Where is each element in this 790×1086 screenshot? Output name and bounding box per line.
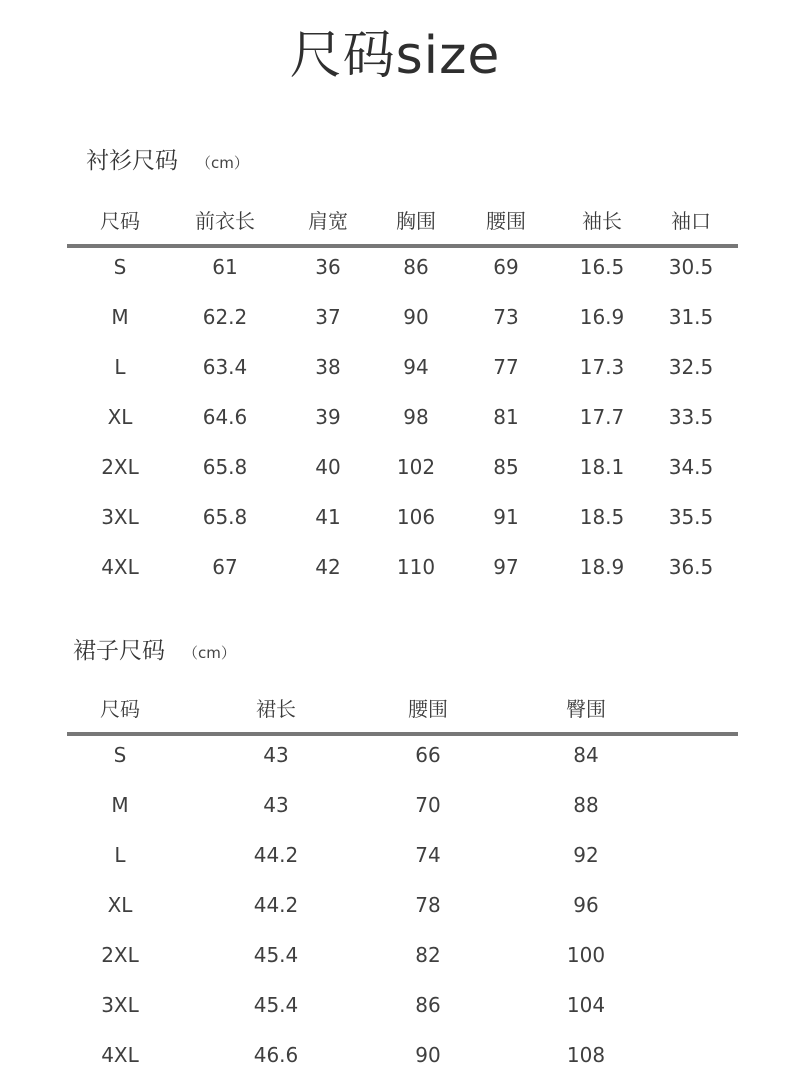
- skirt-table-row: [67, 936, 738, 986]
- skirt-value-cell: 104: [566, 993, 606, 1017]
- shirt-value-cell: 97: [493, 555, 519, 579]
- skirt-size-cell: 3XL: [101, 993, 139, 1017]
- shirt-size-table: [67, 200, 738, 598]
- shirt-value-cell: 62.2: [202, 305, 248, 329]
- shirt-value-cell: 41: [315, 505, 341, 529]
- skirt-header-cell: 裙长: [256, 697, 296, 721]
- shirt-value-cell: 36.5: [668, 555, 714, 579]
- shirt-value-cell: 65.8: [202, 505, 248, 529]
- shirt-value-cell: 18.5: [579, 505, 625, 529]
- skirt-value-cell: 92: [573, 843, 599, 867]
- shirt-value-cell: 36: [315, 255, 341, 279]
- shirt-table-row: [67, 548, 738, 598]
- shirt-value-cell: 73: [493, 305, 519, 329]
- skirt-value-cell: 84: [573, 743, 599, 767]
- shirt-value-cell: 65.8: [202, 455, 248, 479]
- shirt-value-cell: 30.5: [668, 255, 714, 279]
- shirt-value-cell: 85: [493, 455, 519, 479]
- shirt-size-cell: L: [114, 355, 126, 379]
- shirt-value-cell: 39: [315, 405, 341, 429]
- skirt-value-cell: 45.4: [253, 993, 299, 1017]
- skirt-size-cell: L: [114, 843, 126, 867]
- shirt-header-cell: 前衣长: [195, 209, 255, 233]
- shirt-header-row: [67, 200, 738, 248]
- skirt-value-cell: 88: [573, 793, 599, 817]
- skirt-header-cell: 腰围: [408, 697, 448, 721]
- skirt-table-row: [67, 1036, 738, 1086]
- skirt-section-title-text: 裙子尺码: [73, 638, 165, 664]
- skirt-table-row: [67, 836, 738, 886]
- shirt-value-cell: 63.4: [202, 355, 248, 379]
- shirt-value-cell: 77: [493, 355, 519, 379]
- skirt-table-row: [67, 886, 738, 936]
- skirt-value-cell: 90: [415, 1043, 441, 1067]
- skirt-value-cell: 45.4: [253, 943, 299, 967]
- shirt-value-cell: 31.5: [668, 305, 714, 329]
- skirt-size-cell: M: [111, 793, 129, 817]
- shirt-value-cell: 98: [403, 405, 429, 429]
- shirt-table-row: [67, 298, 738, 348]
- shirt-header-cell: 肩宽: [308, 209, 348, 233]
- shirt-table-row: [67, 398, 738, 448]
- shirt-value-cell: 69: [493, 255, 519, 279]
- skirt-section-title: [73, 636, 236, 668]
- shirt-value-cell: 81: [493, 405, 519, 429]
- skirt-table-row: [67, 986, 738, 1036]
- skirt-value-cell: 66: [415, 743, 441, 767]
- shirt-table-row: [67, 248, 738, 298]
- shirt-value-cell: 67: [212, 555, 238, 579]
- shirt-value-cell: 102: [396, 455, 436, 479]
- shirt-value-cell: 106: [396, 505, 436, 529]
- skirt-size-table: [67, 688, 738, 1086]
- shirt-value-cell: 17.3: [579, 355, 625, 379]
- shirt-section-title: [86, 146, 249, 178]
- shirt-value-cell: 40: [315, 455, 341, 479]
- skirt-value-cell: 78: [415, 893, 441, 917]
- shirt-value-cell: 94: [403, 355, 429, 379]
- shirt-size-cell: 3XL: [101, 505, 139, 529]
- shirt-section-title-text: 衬衫尺码: [86, 148, 178, 174]
- shirt-table-row: [67, 498, 738, 548]
- shirt-header-cell: 腰围: [486, 209, 526, 233]
- shirt-value-cell: 16.9: [579, 305, 625, 329]
- shirt-value-cell: 90: [403, 305, 429, 329]
- shirt-value-cell: 110: [396, 555, 436, 579]
- shirt-value-cell: 34.5: [668, 455, 714, 479]
- skirt-header-row: [67, 688, 738, 736]
- shirt-value-cell: 37: [315, 305, 341, 329]
- shirt-size-cell: M: [111, 305, 129, 329]
- skirt-table-row: [67, 736, 738, 786]
- shirt-size-cell: 2XL: [101, 455, 139, 479]
- shirt-header-cell: 胸围: [396, 209, 436, 233]
- skirt-table-row: [67, 786, 738, 836]
- shirt-value-cell: 42: [315, 555, 341, 579]
- shirt-value-cell: 91: [493, 505, 519, 529]
- skirt-value-cell: 108: [566, 1043, 606, 1067]
- skirt-header-cell: 尺码: [100, 697, 140, 721]
- shirt-value-cell: 35.5: [668, 505, 714, 529]
- skirt-unit-label: （cm）: [183, 644, 236, 662]
- shirt-value-cell: 16.5: [579, 255, 625, 279]
- skirt-value-cell: 82: [415, 943, 441, 967]
- skirt-value-cell: 43: [263, 743, 289, 767]
- skirt-header-cell: 臀围: [566, 697, 606, 721]
- shirt-header-cell: 袖长: [582, 209, 622, 233]
- skirt-size-cell: 2XL: [101, 943, 139, 967]
- skirt-value-cell: 70: [415, 793, 441, 817]
- shirt-table-row: [67, 448, 738, 498]
- shirt-value-cell: 18.9: [579, 555, 625, 579]
- shirt-unit-label: （cm）: [196, 154, 249, 172]
- shirt-value-cell: 18.1: [579, 455, 625, 479]
- shirt-value-cell: 64.6: [202, 405, 248, 429]
- shirt-header-cell: 尺码: [100, 209, 140, 233]
- skirt-value-cell: 96: [573, 893, 599, 917]
- shirt-header-cell: 袖口: [671, 209, 711, 233]
- shirt-value-cell: 33.5: [668, 405, 714, 429]
- shirt-size-cell: S: [113, 255, 127, 279]
- shirt-size-cell: XL: [107, 405, 133, 429]
- shirt-value-cell: 61: [212, 255, 238, 279]
- skirt-value-cell: 44.2: [253, 843, 299, 867]
- skirt-value-cell: 86: [415, 993, 441, 1017]
- shirt-value-cell: 86: [403, 255, 429, 279]
- shirt-value-cell: 17.7: [579, 405, 625, 429]
- skirt-value-cell: 43: [263, 793, 289, 817]
- skirt-value-cell: 46.6: [253, 1043, 299, 1067]
- skirt-value-cell: 44.2: [253, 893, 299, 917]
- skirt-size-cell: S: [113, 743, 127, 767]
- page-title: 尺码size: [289, 26, 501, 86]
- skirt-size-cell: XL: [107, 893, 133, 917]
- skirt-size-cell: 4XL: [101, 1043, 139, 1067]
- shirt-size-cell: 4XL: [101, 555, 139, 579]
- shirt-value-cell: 38: [315, 355, 341, 379]
- shirt-table-row: [67, 348, 738, 398]
- skirt-value-cell: 74: [415, 843, 441, 867]
- shirt-value-cell: 32.5: [668, 355, 714, 379]
- skirt-value-cell: 100: [566, 943, 606, 967]
